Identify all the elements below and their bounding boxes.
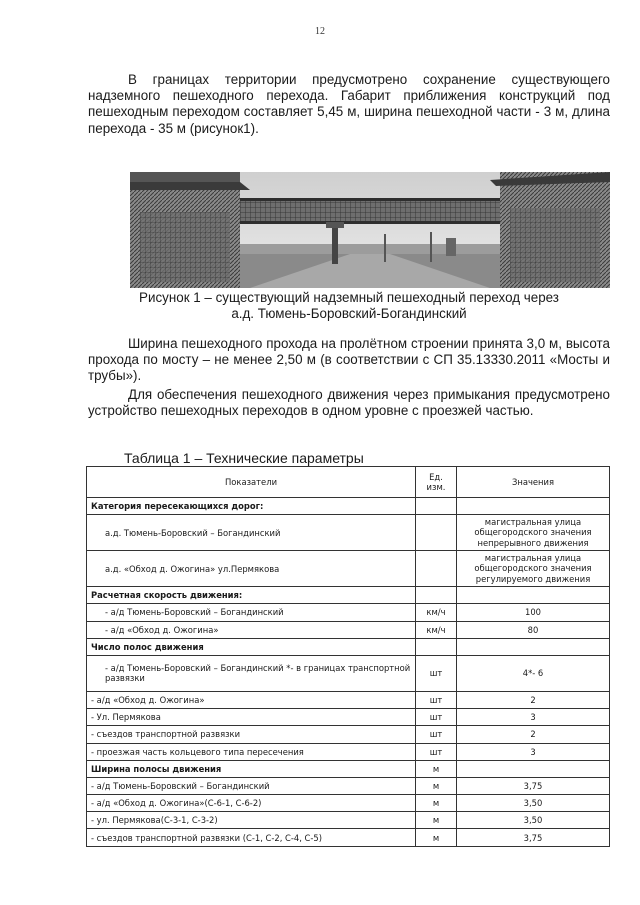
cell-unit: шт xyxy=(416,709,457,726)
cell-unit: км/ч xyxy=(416,621,457,638)
cell-name: - а/д Тюмень-Боровский – Богандинский xyxy=(87,604,416,621)
pedestrian-bridge-image xyxy=(130,172,610,288)
table-row xyxy=(87,655,610,691)
figure-caption-line2: а.д. Тюмень-Боровский-Богандинский xyxy=(231,306,467,321)
cell-name: а.д. Тюмень-Боровский – Богандинский xyxy=(87,515,416,551)
cell-value: 3,75 xyxy=(457,777,610,794)
table-row xyxy=(87,551,610,587)
width-text: Ширина пешеходного прохода на пролётном строении принята 3,0 м, высота прохода по мосту – не менее 2,50 м (в соответствии с СП 35.13330.2011 «Мосты и трубы»). xyxy=(88,336,610,384)
table-title: Таблица 1 – Технические параметры xyxy=(124,450,364,466)
cell-name: Категория пересекающихся дорог: xyxy=(87,498,416,515)
cell-value: 3,75 xyxy=(457,829,610,846)
table-row xyxy=(87,709,610,726)
bridge-photo xyxy=(130,172,610,288)
cell-unit xyxy=(416,551,457,587)
cell-name: Ширина полосы движения xyxy=(87,760,416,777)
table-row xyxy=(87,812,610,829)
cell-name: - съездов транспортной развязки (С-1, С-2, С-4, С-5) xyxy=(87,829,416,846)
cell-value xyxy=(457,760,610,777)
table-row xyxy=(87,691,610,708)
cell-unit: км/ч xyxy=(416,604,457,621)
table-row xyxy=(87,743,610,760)
cell-name: Число полос движения xyxy=(87,638,416,655)
cell-name: - съездов транспортной развязки xyxy=(87,726,416,743)
cell-name: - Ул. Пермякова xyxy=(87,709,416,726)
crossings-text: Для обеспечения пешеходного движения через примыкания предусмотрено устройство пешеходных переходов в одном уровне с проезжей частью. xyxy=(88,387,610,419)
cell-name: - ул. Пермякова(С-3-1, С-3-2) xyxy=(87,812,416,829)
cell-unit: шт xyxy=(416,726,457,743)
cell-value: 2 xyxy=(457,691,610,708)
cell-value: магистральная улица общегородского значения регулируемого движения xyxy=(457,551,610,587)
cell-unit: м xyxy=(416,777,457,794)
cell-name: Расчетная скорость движения: xyxy=(87,587,416,604)
cell-name: - а/д «Обход д. Ожогина» xyxy=(87,621,416,638)
crossings-paragraph xyxy=(88,387,610,419)
cell-value xyxy=(457,498,610,515)
cell-value: 3,50 xyxy=(457,812,610,829)
cell-name: - а/д Тюмень-Боровский – Богандинский *- в границах транспортной развязки xyxy=(87,655,416,691)
cell-value: 100 xyxy=(457,604,610,621)
table-row xyxy=(87,829,610,846)
table-row xyxy=(87,795,610,812)
table-section-row xyxy=(87,638,610,655)
table-row xyxy=(87,515,610,551)
cell-unit xyxy=(416,638,457,655)
cell-name: - а/д «Обход д. Ожогина»(С-6-1, С-6-2) xyxy=(87,795,416,812)
cell-value: 80 xyxy=(457,621,610,638)
table-row xyxy=(87,777,610,794)
cell-value: 2 xyxy=(457,726,610,743)
cell-unit xyxy=(416,498,457,515)
table-header-row xyxy=(87,467,610,498)
intro-paragraph xyxy=(88,72,610,137)
cell-name: а.д. «Обход д. Ожогина» ул.Пермякова xyxy=(87,551,416,587)
cell-unit: шт xyxy=(416,691,457,708)
page-number: 12 xyxy=(315,26,325,37)
cell-value: 4*- 6 xyxy=(457,655,610,691)
cell-unit: м xyxy=(416,760,457,777)
cell-value xyxy=(457,638,610,655)
header-unit: Ед. изм. xyxy=(416,467,457,498)
cell-value: 3,50 xyxy=(457,795,610,812)
header-value: Значения xyxy=(457,467,610,498)
cell-name: - а/д Тюмень-Боровский – Богандинский xyxy=(87,777,416,794)
technical-parameters-table xyxy=(86,466,610,847)
cell-value xyxy=(457,587,610,604)
cell-value: 3 xyxy=(457,743,610,760)
table-row xyxy=(87,726,610,743)
table-section-row xyxy=(87,760,610,777)
cell-unit: шт xyxy=(416,655,457,691)
table-row xyxy=(87,604,610,621)
header-name: Показатели xyxy=(87,467,416,498)
cell-unit: м xyxy=(416,829,457,846)
cell-name: - проезжая часть кольцевого типа пересечения xyxy=(87,743,416,760)
cell-unit xyxy=(416,515,457,551)
cell-unit: м xyxy=(416,795,457,812)
cell-unit: шт xyxy=(416,743,457,760)
table-row xyxy=(87,621,610,638)
cell-unit xyxy=(416,587,457,604)
cell-value: 3 xyxy=(457,709,610,726)
figure-caption-line1: Рисунок 1 – существующий надземный пешеходный переход через xyxy=(139,290,559,305)
table-section-row xyxy=(87,587,610,604)
intro-text: В границах территории предусмотрено сохранение существующего надземного пешеходного перехода. Габарит приближения конструкций под пешеходным переходом составляет 5,45 м, ширина пешеходной части - 3 м, длина перехода - 35 м (рисунок1). xyxy=(88,72,610,136)
width-paragraph xyxy=(88,336,610,385)
cell-value: магистральная улица общегородского значения непрерывного движения xyxy=(457,515,610,551)
cell-name: - а/д «Обход д. Ожогина» xyxy=(87,691,416,708)
cell-unit: м xyxy=(416,812,457,829)
table-section-row xyxy=(87,498,610,515)
